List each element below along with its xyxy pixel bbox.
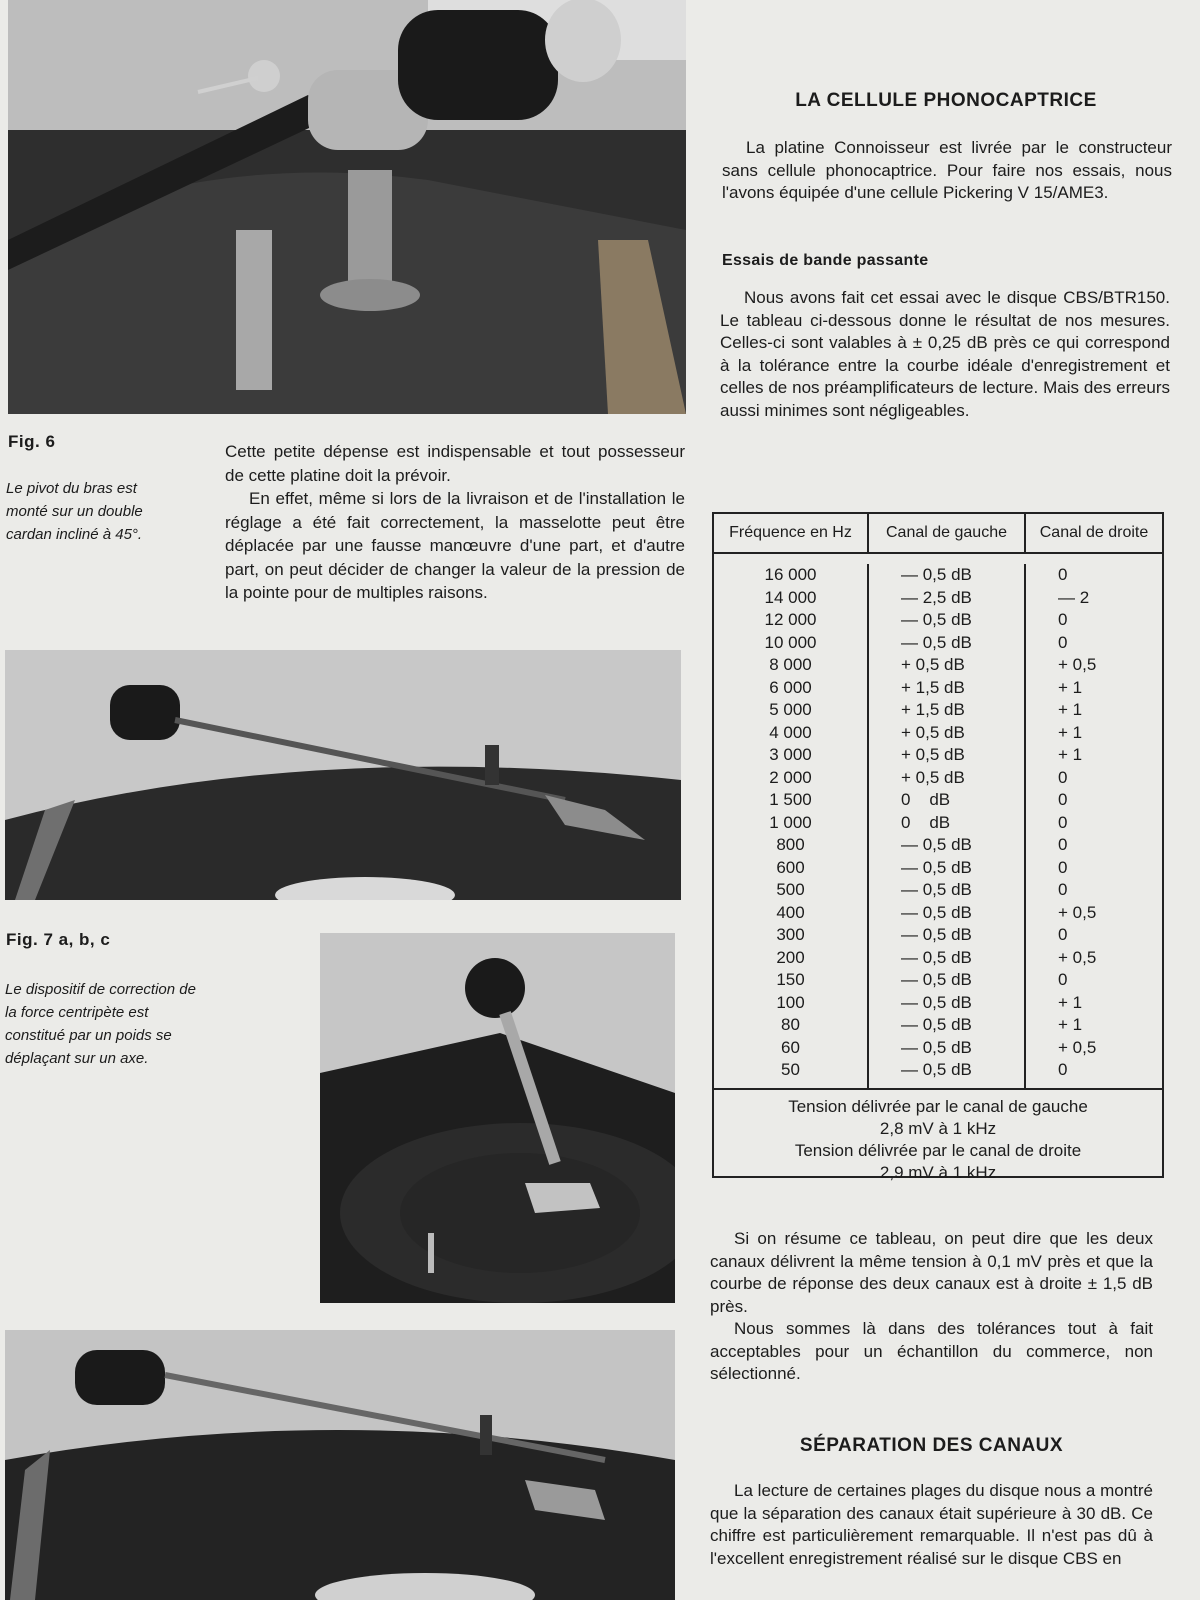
table-cell-left: 0 dB xyxy=(901,790,951,809)
table-cell-frequencies: 12 000 xyxy=(764,610,817,629)
table-cell-right: + 1 xyxy=(1058,1015,1083,1034)
table-cell-frequencies: 600 xyxy=(776,857,805,877)
table-cell-right: 0 xyxy=(1058,565,1068,584)
section2-paragraph xyxy=(710,1480,1153,1570)
table-column-right xyxy=(1026,564,1162,1088)
table-cell-frequencies: 8 000 xyxy=(769,655,812,674)
table-footer xyxy=(714,1090,1162,1184)
table-cell-left: — 0,5 dB xyxy=(901,947,972,967)
table-cell-frequencies: 6 000 xyxy=(769,677,812,697)
table-cell-frequencies: 4 000 xyxy=(769,722,812,742)
table-cell-left: — 0,5 dB xyxy=(901,857,972,877)
table-cell-frequencies: 400 xyxy=(776,902,805,922)
table-cell-frequencies: 300 xyxy=(776,925,805,944)
table-cell-right: + 1 xyxy=(1058,700,1083,719)
table-cell-right: 0 xyxy=(1058,880,1068,899)
footer-left-label: Tension délivrée par le canal de gauche xyxy=(788,1097,1088,1116)
table-cell-frequencies: 800 xyxy=(776,835,805,854)
fig7-label: Fig. 7 a, b, c xyxy=(6,930,111,949)
table-cell-right: + 1 xyxy=(1058,722,1083,742)
fig7c-photo xyxy=(5,1330,675,1600)
left-paragraph-2: En effet, même si lors de la livraison et de l'installation le réglage a été fait correctement, la masselotte peut être déplacée par une fausse manœuvre d'une part, et d'autre part, on peut décider de changer la valeur de la pression de la pointe pour de multiples raisons. xyxy=(225,489,685,602)
subheading-bande-passante: Essais de bande passante xyxy=(722,252,929,269)
table-cell-frequencies: 80 xyxy=(781,1015,800,1034)
table-cell-left: + 0,5 dB xyxy=(901,745,965,764)
table-cell-frequencies: 500 xyxy=(776,880,805,899)
fig6-photo xyxy=(8,0,686,414)
table-cell-left: — 0,5 dB xyxy=(901,565,972,584)
table-cell-left: + 0,5 dB xyxy=(901,722,965,742)
table-cell-left: — 2,5 dB xyxy=(901,587,972,607)
section1-p2-text: Nous avons fait cet essai avec le disque CBS/BTR150. Le tableau ci-dessous donne le résultat de nos mesures. Celles-ci sont valables à ± 0,25 dB près ce qui correspond à la tolérance entre la courbe idéale d'enregistrement et celles de nos préamplificateurs de lecture. Mais des erreurs aussi minimes sont négligeables. xyxy=(720,288,1170,420)
table-cell-frequencies: 50 xyxy=(781,1060,800,1079)
section-heading-cellule: LA CELLULE PHONOCAPTRICE xyxy=(795,90,1097,111)
table-cell-right: + 1 xyxy=(1058,992,1083,1012)
fig7a-photo xyxy=(5,650,681,900)
table-cell-right: 0 xyxy=(1058,790,1068,809)
table-cell-right: 0 xyxy=(1058,610,1068,629)
fig7b-photo xyxy=(320,933,675,1303)
footer-left-value: 2,8 mV à 1 kHz xyxy=(879,1119,997,1138)
measurement-table xyxy=(712,512,1164,1182)
table-cell-left: + 1,5 dB xyxy=(901,700,965,719)
table-cell-right: 0 xyxy=(1058,835,1068,854)
table-cell-frequencies: 1 000 xyxy=(769,812,812,832)
section-heading-separation: SÉPARATION DES CANAUX xyxy=(799,1435,1064,1456)
footer-right-label: Tension délivrée par le canal de droite xyxy=(794,1141,1082,1160)
table-cell-right: + 1 xyxy=(1058,677,1083,697)
table-cell-right: 0 xyxy=(1058,767,1068,787)
section2-p1-text: La lecture de certaines plages du disque nous a montré que la séparation des canaux était supérieure à 30 dB. Ce chiffre est particulièrement remarquable. Il n'est pas dû à l'excellent enregistrement réalisé sur le disque CBS en xyxy=(710,1481,1153,1568)
table-cell-left: — 0,5 dB xyxy=(901,1037,972,1057)
table-cell-left: — 0,5 dB xyxy=(901,1060,972,1079)
table-cell-right: 0 xyxy=(1058,925,1068,944)
table-cell-left: — 0,5 dB xyxy=(901,925,972,944)
left-column-text xyxy=(225,440,685,605)
section1-paragraph-1 xyxy=(722,137,1172,205)
table-cell-right: + 0,5 xyxy=(1058,902,1097,922)
table-cell-left: + 1,5 dB xyxy=(901,677,965,697)
table-header-right-channel: Canal de droite xyxy=(1039,524,1149,541)
summary-paragraph-2: Nous sommes là dans des tolérances tout à fait acceptables pour un échantillon du commerce, non sélectionné. xyxy=(710,1319,1153,1383)
table-cell-right: 0 xyxy=(1058,1060,1068,1079)
table-cell-right: + 0,5 xyxy=(1058,1037,1097,1057)
section1-p1-text: La platine Connoisseur est livrée par le constructeur sans cellule phonocaptrice. Pour faire nos essais, nous l'avons équipée d'une cellule Pickering V 15/AME3. xyxy=(722,138,1172,202)
table-cell-left: — 0,5 dB xyxy=(901,970,972,989)
table-column-frequency xyxy=(714,564,869,1088)
footer-right-value: 2,9 mV à 1 kHz xyxy=(879,1163,997,1182)
table-cell-left: 0 dB xyxy=(901,812,951,832)
table-cell-frequencies: 3 000 xyxy=(769,745,812,764)
table-cell-frequencies: 60 xyxy=(781,1037,800,1057)
table-cell-frequencies: 16 000 xyxy=(764,565,817,584)
table-cell-left: — 0,5 dB xyxy=(901,610,972,629)
fig7-caption: Le dispositif de correction de la force centripète est constitué par un poids se déplaçant sur un axe. xyxy=(5,981,196,1067)
table-cell-left: + 0,5 dB xyxy=(901,767,965,787)
table-cell-frequencies: 1 500 xyxy=(769,790,812,809)
table-cell-frequencies: 150 xyxy=(776,970,805,989)
table-body xyxy=(714,554,1162,1090)
table-cell-frequencies: 10 000 xyxy=(764,632,817,652)
fig6-caption: Le pivot du bras est monté sur un double cardan incliné à 45°. xyxy=(6,480,143,543)
table-cell-frequencies: 14 000 xyxy=(764,587,817,607)
table-header-row xyxy=(714,514,1162,554)
table-cell-left: — 0,5 dB xyxy=(901,1015,972,1034)
table-header-frequency: Fréquence en Hz xyxy=(714,514,869,552)
table-cell-left: — 0,5 dB xyxy=(901,992,972,1012)
table-cell-right: 0 xyxy=(1058,970,1068,989)
table-cell-left: — 0,5 dB xyxy=(901,632,972,652)
left-paragraph-1: Cette petite dépense est indispensable et tout possesseur de cette platine doit la prévoir. xyxy=(225,442,685,485)
table-cell-frequencies: 100 xyxy=(776,992,805,1012)
table-cell-left: + 0,5 dB xyxy=(901,655,965,674)
table-cell-left: — 0,5 dB xyxy=(901,835,972,854)
table-cell-left: — 0,5 dB xyxy=(901,880,972,899)
summary-text xyxy=(710,1228,1153,1386)
table-cell-frequencies: 2 000 xyxy=(769,767,812,787)
table-header-left-channel: Canal de gauche xyxy=(869,514,1026,552)
table-cell-right: + 0,5 xyxy=(1058,947,1097,967)
table-cell-right: 0 xyxy=(1058,812,1068,832)
table-cell-right: — 2 xyxy=(1058,587,1090,607)
table-cell-frequencies: 5 000 xyxy=(769,700,812,719)
table-cell-left: — 0,5 dB xyxy=(901,902,972,922)
table-cell-right: 0 xyxy=(1058,857,1068,877)
table-cell-right: + 0,5 xyxy=(1058,655,1097,674)
summary-paragraph-1: Si on résume ce tableau, on peut dire que les deux canaux délivrent la même tension à 0,1 mV près et que la courbe de réponse des deux canaux est à droite ± 1,5 dB près. xyxy=(710,1229,1153,1316)
table-cell-frequencies: 200 xyxy=(776,947,805,967)
section1-paragraph-2 xyxy=(720,287,1170,422)
fig6-label: Fig. 6 xyxy=(8,432,56,451)
table-cell-right: + 1 xyxy=(1058,745,1083,764)
table-column-left xyxy=(869,564,1026,1088)
table-cell-right: 0 xyxy=(1058,632,1068,652)
